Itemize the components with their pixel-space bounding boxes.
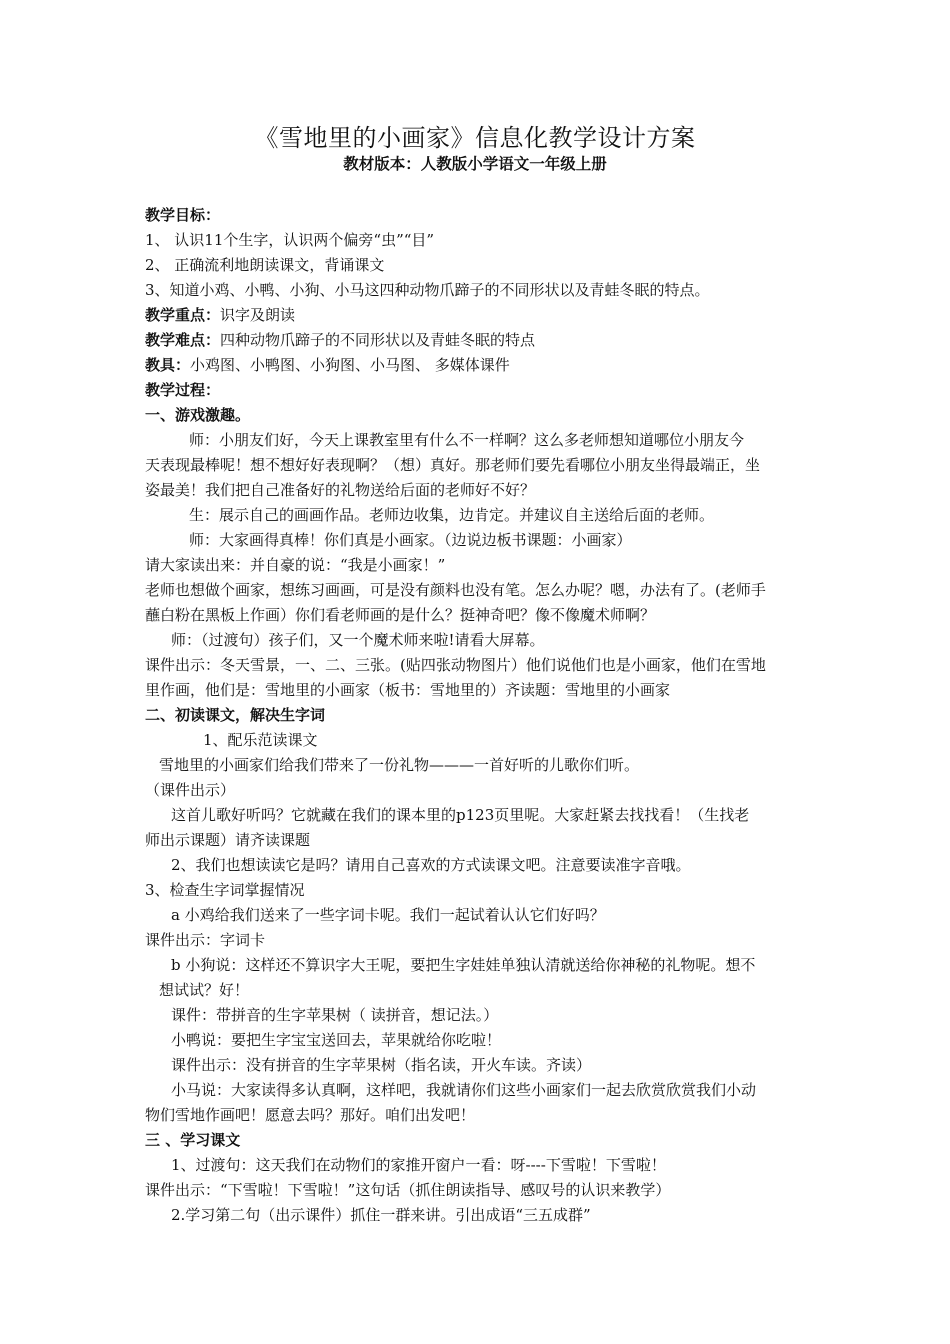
- paragraph: 请大家读出来：并自豪的说：“我是小画家！”: [145, 556, 446, 574]
- section-heading: 教学过程：: [145, 381, 221, 399]
- section-heading: 三 、学习课文: [145, 1131, 241, 1149]
- document-title: 《雪地里的小画家》信息化教学设计方案: [254, 124, 696, 152]
- paragraph: 里作画，他们是：雪地里的小画家（板书：雪地里的）齐读题：雪地里的小画家: [145, 681, 671, 699]
- paragraph: 老师也想做个画家，想练习画画，可是没有颜料也没有笔。怎么办呢？嗯，办法有了。(老师手: [145, 581, 766, 599]
- paragraph: 3、检查生字词掌握情况: [145, 881, 305, 899]
- paragraph: 师：大家画得真棒！你们真是小画家。（边说边板书课题：小画家）: [189, 531, 632, 549]
- paragraph: 课件出示：冬天雪景，一、二、三张。(贴四张动物图片）他们说他们也是小画家，他们在雪地: [145, 656, 766, 674]
- document-subtitle: 教材版本：人教版小学语文一年级上册: [343, 155, 607, 173]
- paragraph: 师出示课题）请齐读课题: [145, 831, 311, 849]
- paragraph: 1、 认识11个生字，认识两个偏旁“虫”“目”: [145, 231, 435, 249]
- paragraph: a 小鸡给我们送来了一些字词卡呢。我们一起试着认认它们好吗？: [171, 906, 605, 924]
- paragraph: 课件出示：“下雪啦！下雪啦！”这句话（抓住朗读指导、感叹号的认识来教学）: [145, 1181, 671, 1199]
- paragraph: 2、 正确流利地朗读课文，背诵课文: [145, 256, 385, 274]
- paragraph: 这首儿歌好听吗？它就藏在我们的课本里的p123页里呢。大家赶紧去找找看！（生找老: [171, 806, 750, 824]
- section-heading: 一、游戏激趣。: [145, 406, 251, 424]
- paragraph: （课件出示）: [145, 781, 236, 799]
- paragraph: 师：（过渡句）孩子们，又一个魔术师来啦!请看大屏幕。: [171, 631, 545, 649]
- section-heading: 二、初读课文，解决生字词: [145, 706, 326, 724]
- paragraph: 2、我们也想读读它是吗？请用自己喜欢的方式读课文吧。注意要读准字音哦。: [171, 856, 691, 874]
- field-label: 教学重点：: [145, 306, 221, 324]
- paragraph: 师：小朋友们好，今天上课教室里有什么不一样啊？这么多老师想知道哪位小朋友今: [189, 431, 745, 449]
- paragraph: 课件：带拼音的生字苹果树（ 读拼音，想记法。）: [171, 1006, 499, 1024]
- field-label: 教具：: [145, 356, 191, 374]
- paragraph: 课件出示：字词卡: [145, 931, 266, 949]
- field-value: 识字及朗读: [220, 306, 296, 324]
- key-points-line: [145, 303, 809, 328]
- paragraph: 物们雪地作画吧！愿意去吗？那好。咱们出发吧！: [145, 1106, 476, 1124]
- field-value: 四种动物爪蹄子的不同形状以及青蛙冬眠的特点: [220, 331, 536, 349]
- paragraph: 2.学习第二句（出示课件）抓住一群来讲。引出成语“三五成群”: [171, 1206, 591, 1224]
- paragraph: b 小狗说：这样还不算识字大王呢，要把生字娃娃单独认清就送给你神秘的礼物呢。想不: [171, 956, 756, 974]
- paragraph: 课件出示：没有拼音的生字苹果树（指名读，开火车读。齐读）: [171, 1056, 592, 1074]
- paragraph: 小鸭说：要把生字宝宝送回去，苹果就给你吃啦！: [171, 1031, 502, 1049]
- field-value: 小鸡图、小鸭图、小狗图、小马图、 多媒体课件: [190, 356, 510, 374]
- paragraph: 想试试？好！: [159, 981, 250, 999]
- paragraph: 生：展示自己的画画作品。老师边收集，边肯定。并建议自主送给后面的老师。: [189, 506, 715, 524]
- paragraph: 3、知道小鸡、小鸭、小狗、小马这四种动物爪蹄子的不同形状以及青蛙冬眠的特点。: [145, 281, 710, 299]
- paragraph: 1、配乐范读课文: [203, 731, 318, 749]
- paragraph: 1、过渡句：这天我们在动物们的家推开窗户一看：呀----下雪啦！下雪啦！: [171, 1156, 666, 1174]
- tools-line: [145, 353, 809, 378]
- paragraph: 小马说：大家读得多认真啊，这样吧，我就请你们这些小画家们一起去欣赏欣赏我们小动: [171, 1081, 757, 1099]
- difficulties-line: [145, 328, 809, 353]
- paragraph: 姿最美！我们把自己准备好的礼物送给后面的老师好不好？: [145, 481, 536, 499]
- document-body: [145, 203, 809, 1228]
- paragraph: 天表现最棒呢！想不想好好表现啊？（想）真好。那老师们要先看哪位小朋友坐得最端正，坐: [145, 456, 761, 474]
- paragraph: 雪地里的小画家们给我们带来了一份礼物———一首好听的儿歌你们听。: [159, 756, 640, 774]
- paragraph: 蘸白粉在黑板上作画）你们看老师画的是什么？挺神奇吧？像不像魔术师啊？: [145, 606, 656, 624]
- field-label: 教学难点：: [145, 331, 221, 349]
- section-heading: 教学目标：: [145, 206, 221, 224]
